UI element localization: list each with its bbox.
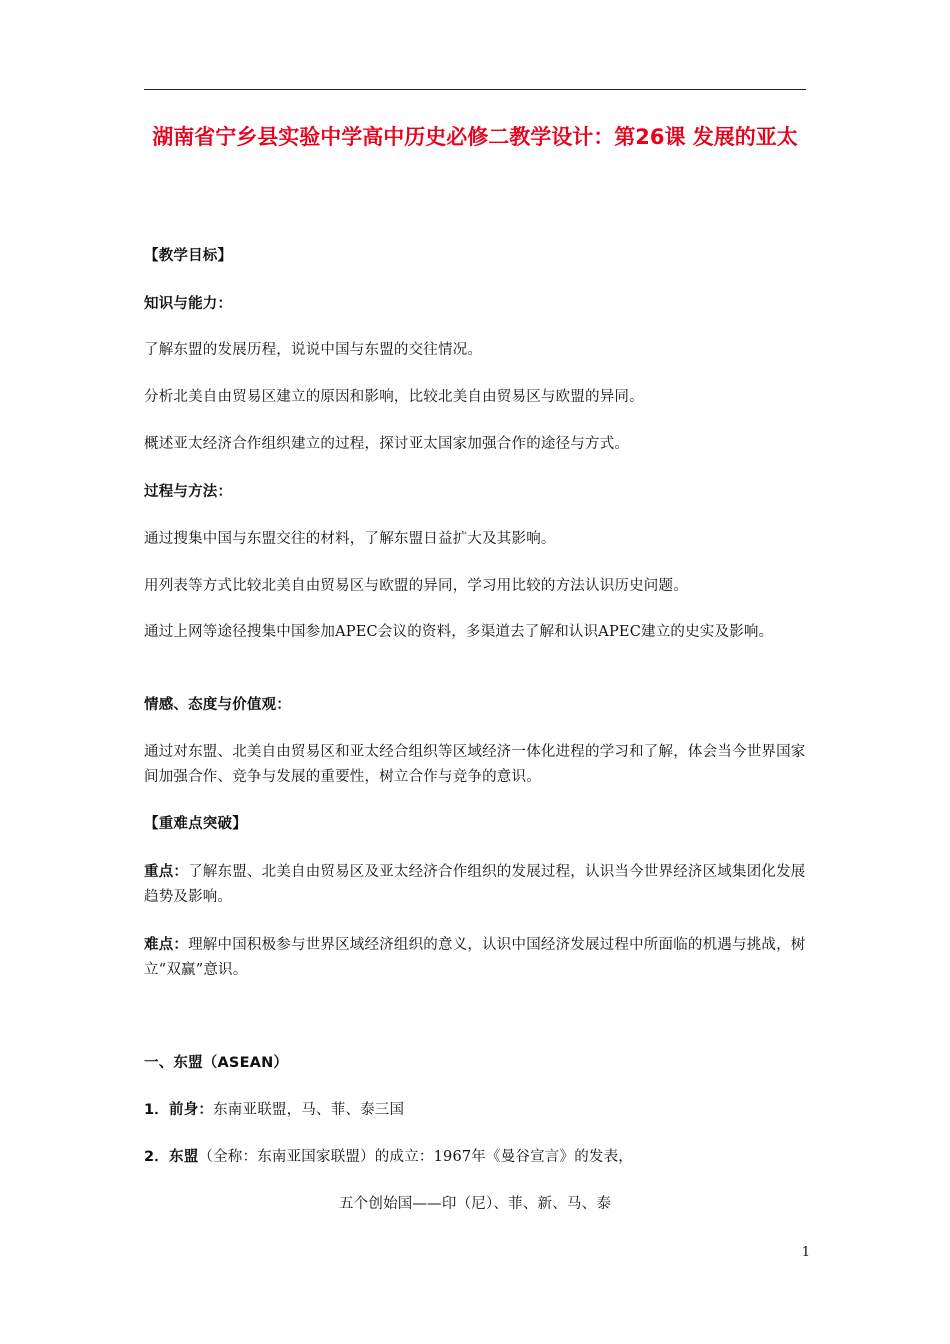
process-item-1: 通过搜集中国与东盟交往的材料，了解东盟日益扩大及其影响。 (144, 531, 556, 547)
difficult-point (144, 933, 806, 983)
document-title: 湖南省宁乡县实验中学高中历史必修二教学设计：第26课 发展的亚太 (152, 125, 798, 149)
key-label: 重点： (144, 864, 189, 880)
objectives-heading: 【教学目标】 (144, 248, 233, 264)
page-number: 1 (801, 1245, 810, 1260)
item1-label: 1．前身： (144, 1102, 214, 1118)
keypoints-heading: 【重难点突破】 (144, 816, 247, 832)
knowledge-item-3: 概述亚太经济合作组织建立的过程，探讨亚太国家加强合作的途径与方式。 (144, 436, 630, 452)
process-item-2: 用列表等方式比较北美自由贸易区与欧盟的异同，学习用比较的方法认识历史问题。 (144, 578, 688, 594)
asean-item-1 (144, 1098, 806, 1123)
key-text: 了解东盟、北美自由贸易区及亚太经济合作组织的发展过程，认识当今世界经济区域集团化发展趋势及影响。 (144, 864, 806, 905)
founders-line: 五个创始国——印（尼）、菲、新、马、泰 (338, 1196, 612, 1212)
emotion-text: 通过对东盟、北美自由贸易区和亚太经合组织等区域经济一体化进程的学习和了解，体会当今世界国家间加强合作、竞争与发展的重要性，树立合作与竞争的意识。 (144, 744, 806, 785)
knowledge-item-2: 分析北美自由贸易区建立的原因和影响，比较北美自由贸易区与欧盟的异同。 (144, 389, 644, 405)
emotion-heading: 情感、态度与价值观： (144, 697, 291, 713)
difficult-label: 难点： (144, 937, 189, 953)
item1-text: 东南亚联盟，马、菲、泰三国 (213, 1102, 405, 1118)
knowledge-heading: 知识与能力： (144, 296, 233, 312)
item2-text: （全称：东南亚国家联盟）的成立：1967年《曼谷宣言》的发表， (198, 1149, 633, 1165)
asean-heading: 一、东盟（ASEAN） (144, 1055, 289, 1071)
difficult-text: 理解中国积极参与世界区域经济组织的意义，认识中国经济发展过程中所面临的机遇与挑战，树立“双赢”意识。 (144, 937, 806, 978)
process-item-3: 通过上网等途径搜集中国参加APEC会议的资料，多渠道去了解和认识APEC建立的史实及影响。 (144, 624, 774, 640)
key-point (144, 860, 806, 910)
asean-item-2 (144, 1145, 806, 1170)
header-rule (144, 89, 806, 90)
knowledge-item-1: 了解东盟的发展历程，说说中国与东盟的交往情况。 (144, 342, 483, 358)
item2-label: 2．东盟 (144, 1149, 199, 1165)
process-heading: 过程与方法： (144, 484, 233, 500)
